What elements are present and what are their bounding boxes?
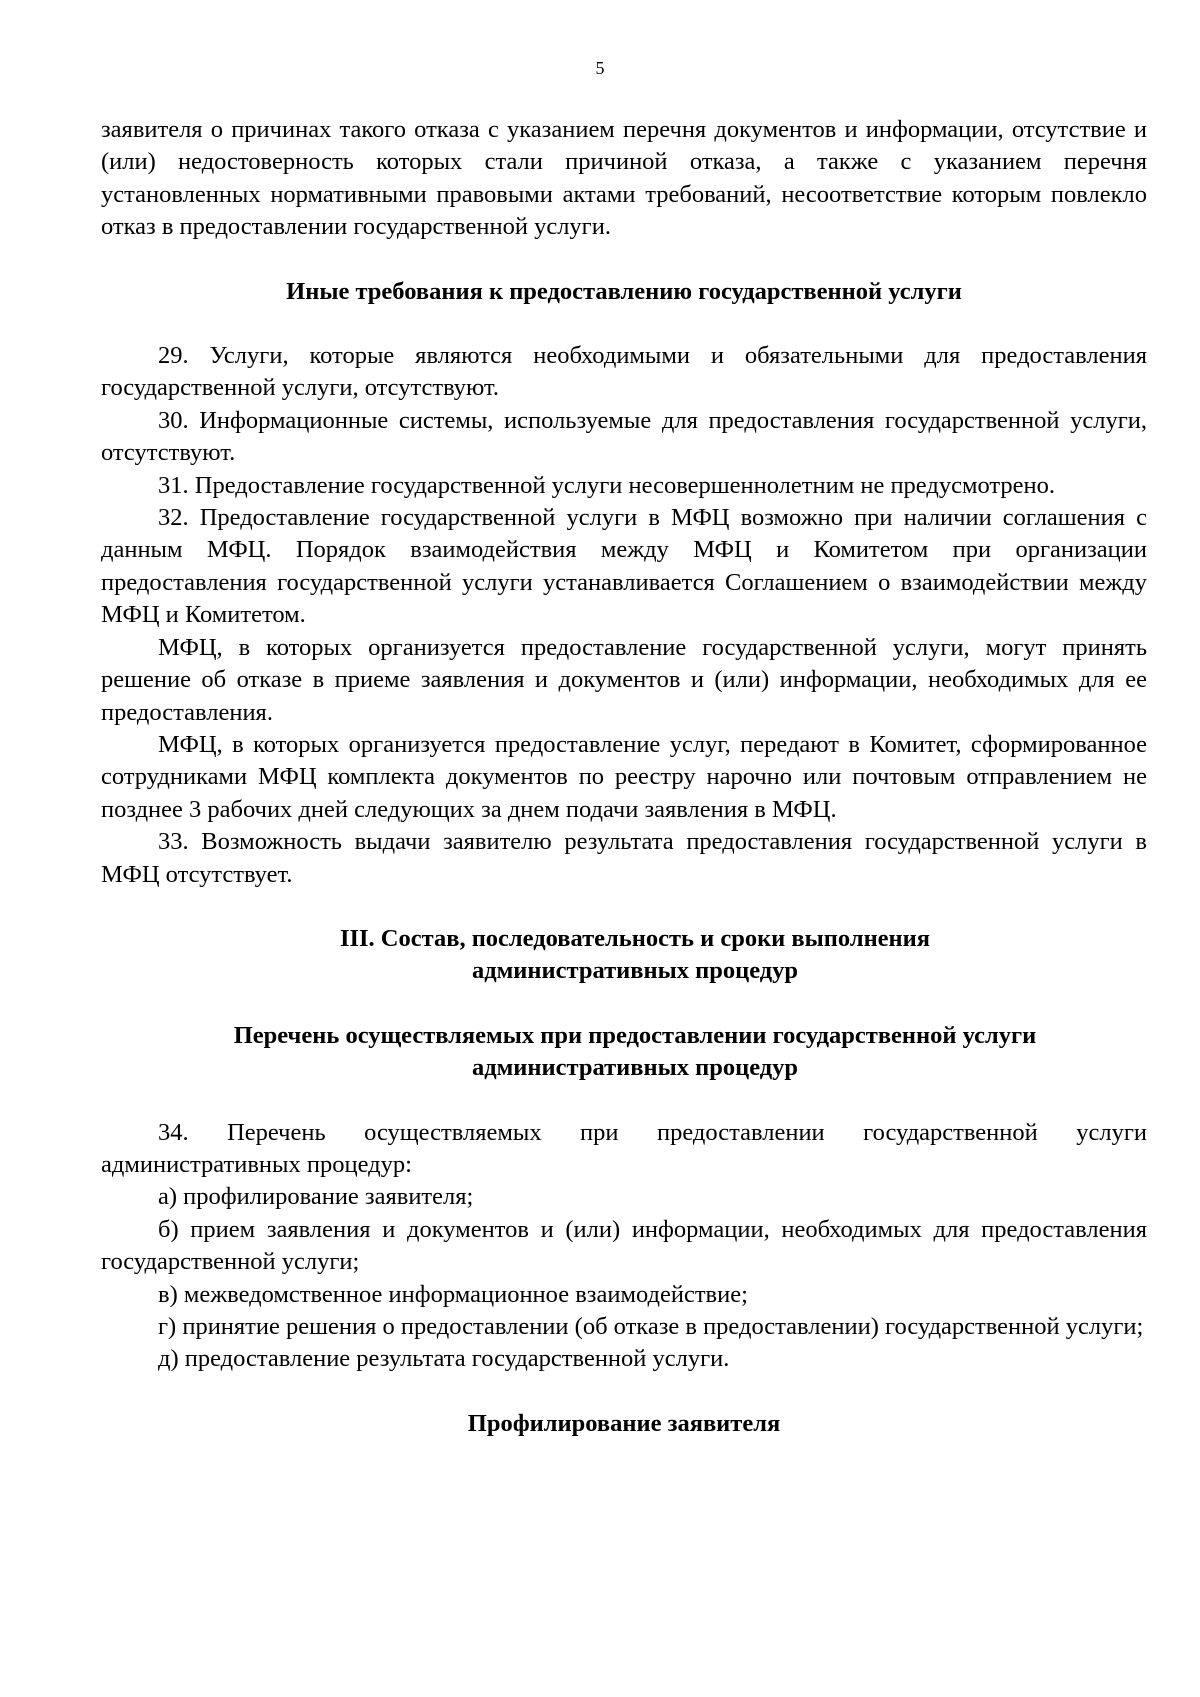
paragraph-32: 32. Предоставление государственной услуги в МФЦ возможно при наличии соглашения с данным МФЦ. Порядок взаимодействия между МФЦ и Комитетом при организации предоставления государственной услуги устанавливается Соглашением о взаимодействии между МФЦ и Комитетом. (101, 504, 1147, 629)
list-item-v: в) межведомственное информационное взаимодействие; (158, 1280, 748, 1308)
paragraph-mfc-refusal: МФЦ, в которых организуется предоставление государственной услуги, могут принять решение об отказе в приеме заявления и документов и (или) информации, необходимых для ее предоставления. (101, 633, 1147, 726)
paragraph-30: 30. Информационные системы, используемые для предоставления государственной услуги, отсутствуют. (101, 406, 1147, 467)
subsection-heading-profiling: Профилирование заявителя (467, 1409, 781, 1437)
subsection-heading-line1: Перечень осуществляемых при предоставлении государственной услуги (233, 1021, 1037, 1049)
list-item-a: а) профилирование заявителя; (158, 1183, 474, 1211)
section-heading-iii (101, 923, 1147, 988)
section-heading-iii-line1: III. Состав, последовательность и сроки выполнения (339, 924, 931, 952)
list-item-g: г) принятие решения о предоставлении (об отказе в предоставлении) государственной услуги; (158, 1313, 1144, 1340)
paragraph-29: 29. Услуги, которые являются необходимыми и обязательными для предоставления государственной услуги, отсутствуют. (101, 342, 1147, 402)
subsection-heading-line2: административных процедур (471, 1054, 799, 1082)
list-item-d: д) предоставление результата государственной услуги. (158, 1345, 730, 1373)
document-body (101, 114, 1147, 1440)
paragraph-mfc-transfer: МФЦ, в которых организуется предоставление услуг, передают в Комитет, сформированное сотрудниками МФЦ комплекта документов по реестру нарочно или почтовым отправлением не позднее 3 рабочих дней следующих за днем подачи заявления в МФЦ. (101, 730, 1147, 823)
section-heading-iii-line2: административных процедур (471, 957, 799, 985)
list-item-b: б) прием заявления и документов и (или) информации, необходимых для предоставления государственной услуги; (101, 1215, 1147, 1276)
subsection-heading-procedures-list (101, 1020, 1147, 1085)
paragraph: заявителя о причинах такого отказа с указанием перечня документов и информации, отсутствие и (или) недостоверность которых стали причиной отказа, а также с указанием перечня установленных нормативными правовыми актами требований, несоответствие которым повлекло отказ в предоставлении государственной услуги. (101, 116, 1147, 241)
paragraph-33: 33. Возможность выдачи заявителю результата предоставления государственной услуги в МФЦ отсутствует. (101, 828, 1147, 888)
paragraph-34: 34. Перечень осуществляемых при предоставлении государственной услуги административных процедур: (101, 1118, 1147, 1178)
paragraph-31: 31. Предоставление государственной услуги несовершеннолетним не предусмотрено. (158, 471, 1055, 499)
page-number: 5 (595, 58, 605, 78)
section-heading-other-requirements: Иные требования к предоставлению государственной услуги (286, 277, 962, 305)
